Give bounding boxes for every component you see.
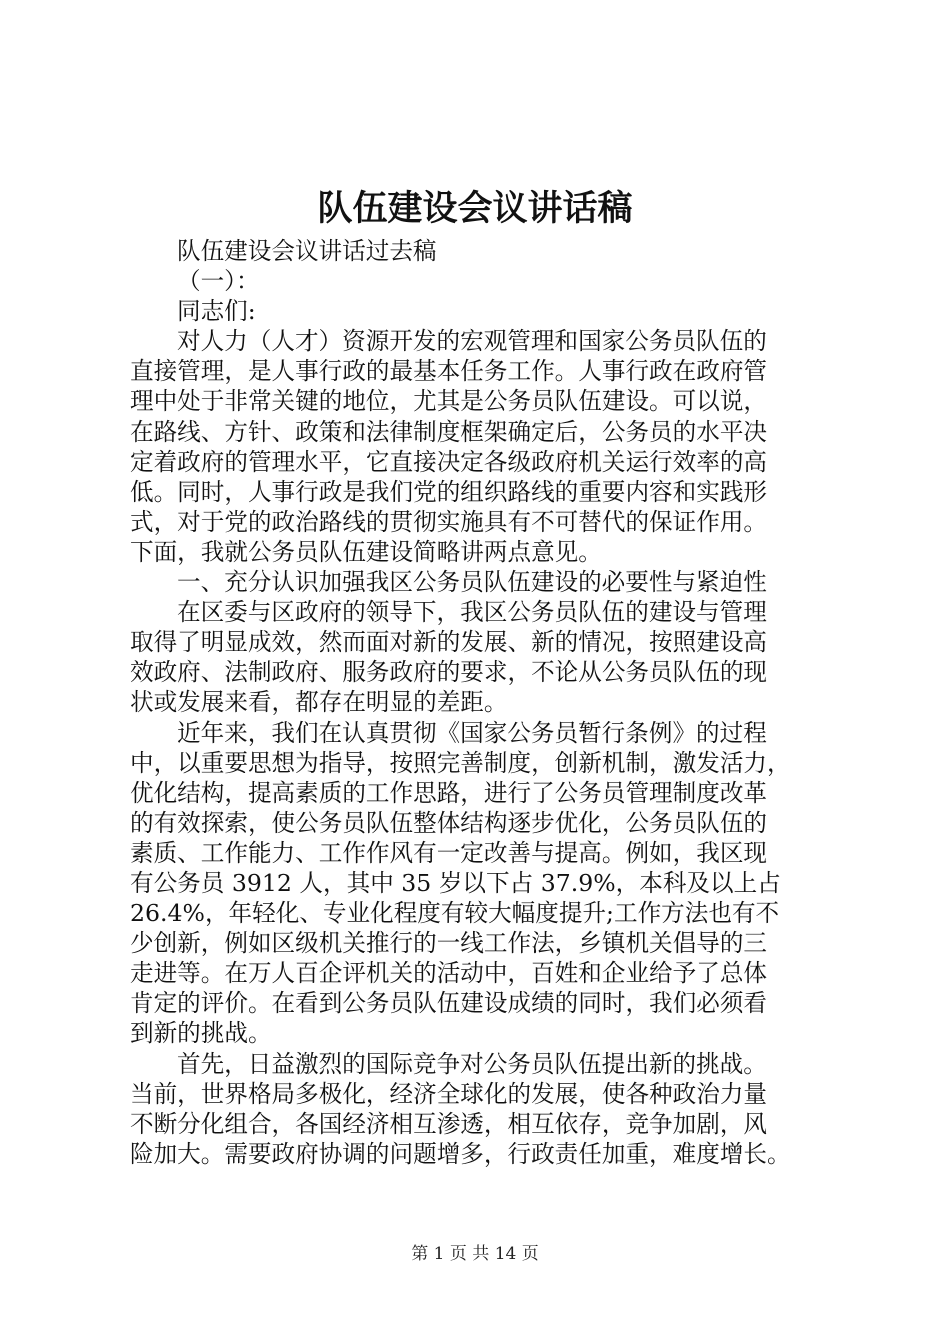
salutation-line: 同志们: <box>177 297 256 326</box>
section-heading-line: 一、充分认识加强我区公务员队伍建设的必要性与紧迫性 <box>177 568 767 597</box>
paragraph-line: 效政府、法制政府、服务政府的要求，不论从公务员队伍的现 <box>130 658 768 687</box>
paragraph-line: 素质、工作能力、工作作风有一定改善与提高。例如，我区现 <box>130 838 768 867</box>
paragraph-line: 定着政府的管理水平，它直接决定各级政府机关运行效率的高 <box>130 447 768 476</box>
paragraph-line: 少创新，例如区级机关推行的一线工作法，乡镇机关倡导的三 <box>130 929 768 958</box>
paragraph-line: 状或发展来看，都存在明显的差距。 <box>130 688 508 717</box>
paragraph-line: 优化结构，提高素质的工作思路，进行了公务员管理制度改革 <box>130 778 768 807</box>
paragraph-line: 对人力（人才）资源开发的宏观管理和国家公务员队伍的 <box>177 327 767 356</box>
paragraph-line: 首先，日益激烈的国际竞争对公务员队伍提出新的挑战。 <box>177 1049 767 1078</box>
section-number-line: （一）： <box>177 267 260 296</box>
paragraph-line: 到新的挑战。 <box>130 1019 272 1048</box>
paragraph-line: 中，以重要思想为指导，按照完善制度，创新机制，激发活力， <box>130 748 791 777</box>
paragraph-line: 近年来，我们在认真贯彻《国家公务员暂行条例》的过程 <box>177 718 767 747</box>
paragraph-line: 在路线、方针、政策和法律制度框架确定后，公务员的水平决 <box>130 417 768 446</box>
paragraph-line: 当前，世界格局多极化，经济全球化的发展，使各种政治力量 <box>130 1079 768 1108</box>
paragraph-line: 低。同时，人事行政是我们党的组织路线的重要内容和实践形 <box>130 477 768 506</box>
subtitle-line: 队伍建设会议讲话过去稿 <box>177 237 437 265</box>
document-body <box>130 236 830 1169</box>
paragraph-line: 有公务员 3912 人，其中 35 岁以下占 37.9%，本科及以上占 <box>130 868 781 897</box>
paragraph-line: 的有效探索，使公务员队伍整体结构逐步优化，公务员队伍的 <box>130 808 768 837</box>
paragraph-line: 理中处于非常关键的地位，尤其是公务员队伍建设。可以说， <box>130 387 768 416</box>
paragraph-line: 26.4%，年轻化、专业化程度有较大幅度提升;工作方法也有不 <box>130 899 780 928</box>
paragraph-line: 直接管理，是人事行政的最基本任务工作。人事行政在政府管 <box>130 357 768 386</box>
paragraph-line: 式，对于党的政治路线的贯彻实施具有不可替代的保证作用。 <box>130 507 768 536</box>
paragraph-line: 在区委与区政府的领导下，我区公务员队伍的建设与管理 <box>177 598 767 627</box>
paragraph-line: 不断分化组合，各国经济相互渗透，相互依存，竞争加剧，风 <box>130 1109 768 1138</box>
paragraph-line: 险加大。需要政府协调的问题增多，行政责任加重，难度增长。 <box>130 1139 791 1168</box>
document-title: 队伍建设会议讲话稿 <box>317 188 633 229</box>
paragraph-line: 走进等。在万人百企评机关的活动中，百姓和企业给予了总体 <box>130 959 768 988</box>
page-footer: 第 1 页 共 14 页 <box>411 1244 539 1264</box>
paragraph-line: 下面，我就公务员队伍建设简略讲两点意见。 <box>130 537 602 566</box>
paragraph-line: 肯定的评价。在看到公务员队伍建设成绩的同时，我们必须看 <box>130 989 768 1018</box>
paragraph-line: 取得了明显成效，然而面对新的发展、新的情况，按照建设高 <box>130 628 768 657</box>
